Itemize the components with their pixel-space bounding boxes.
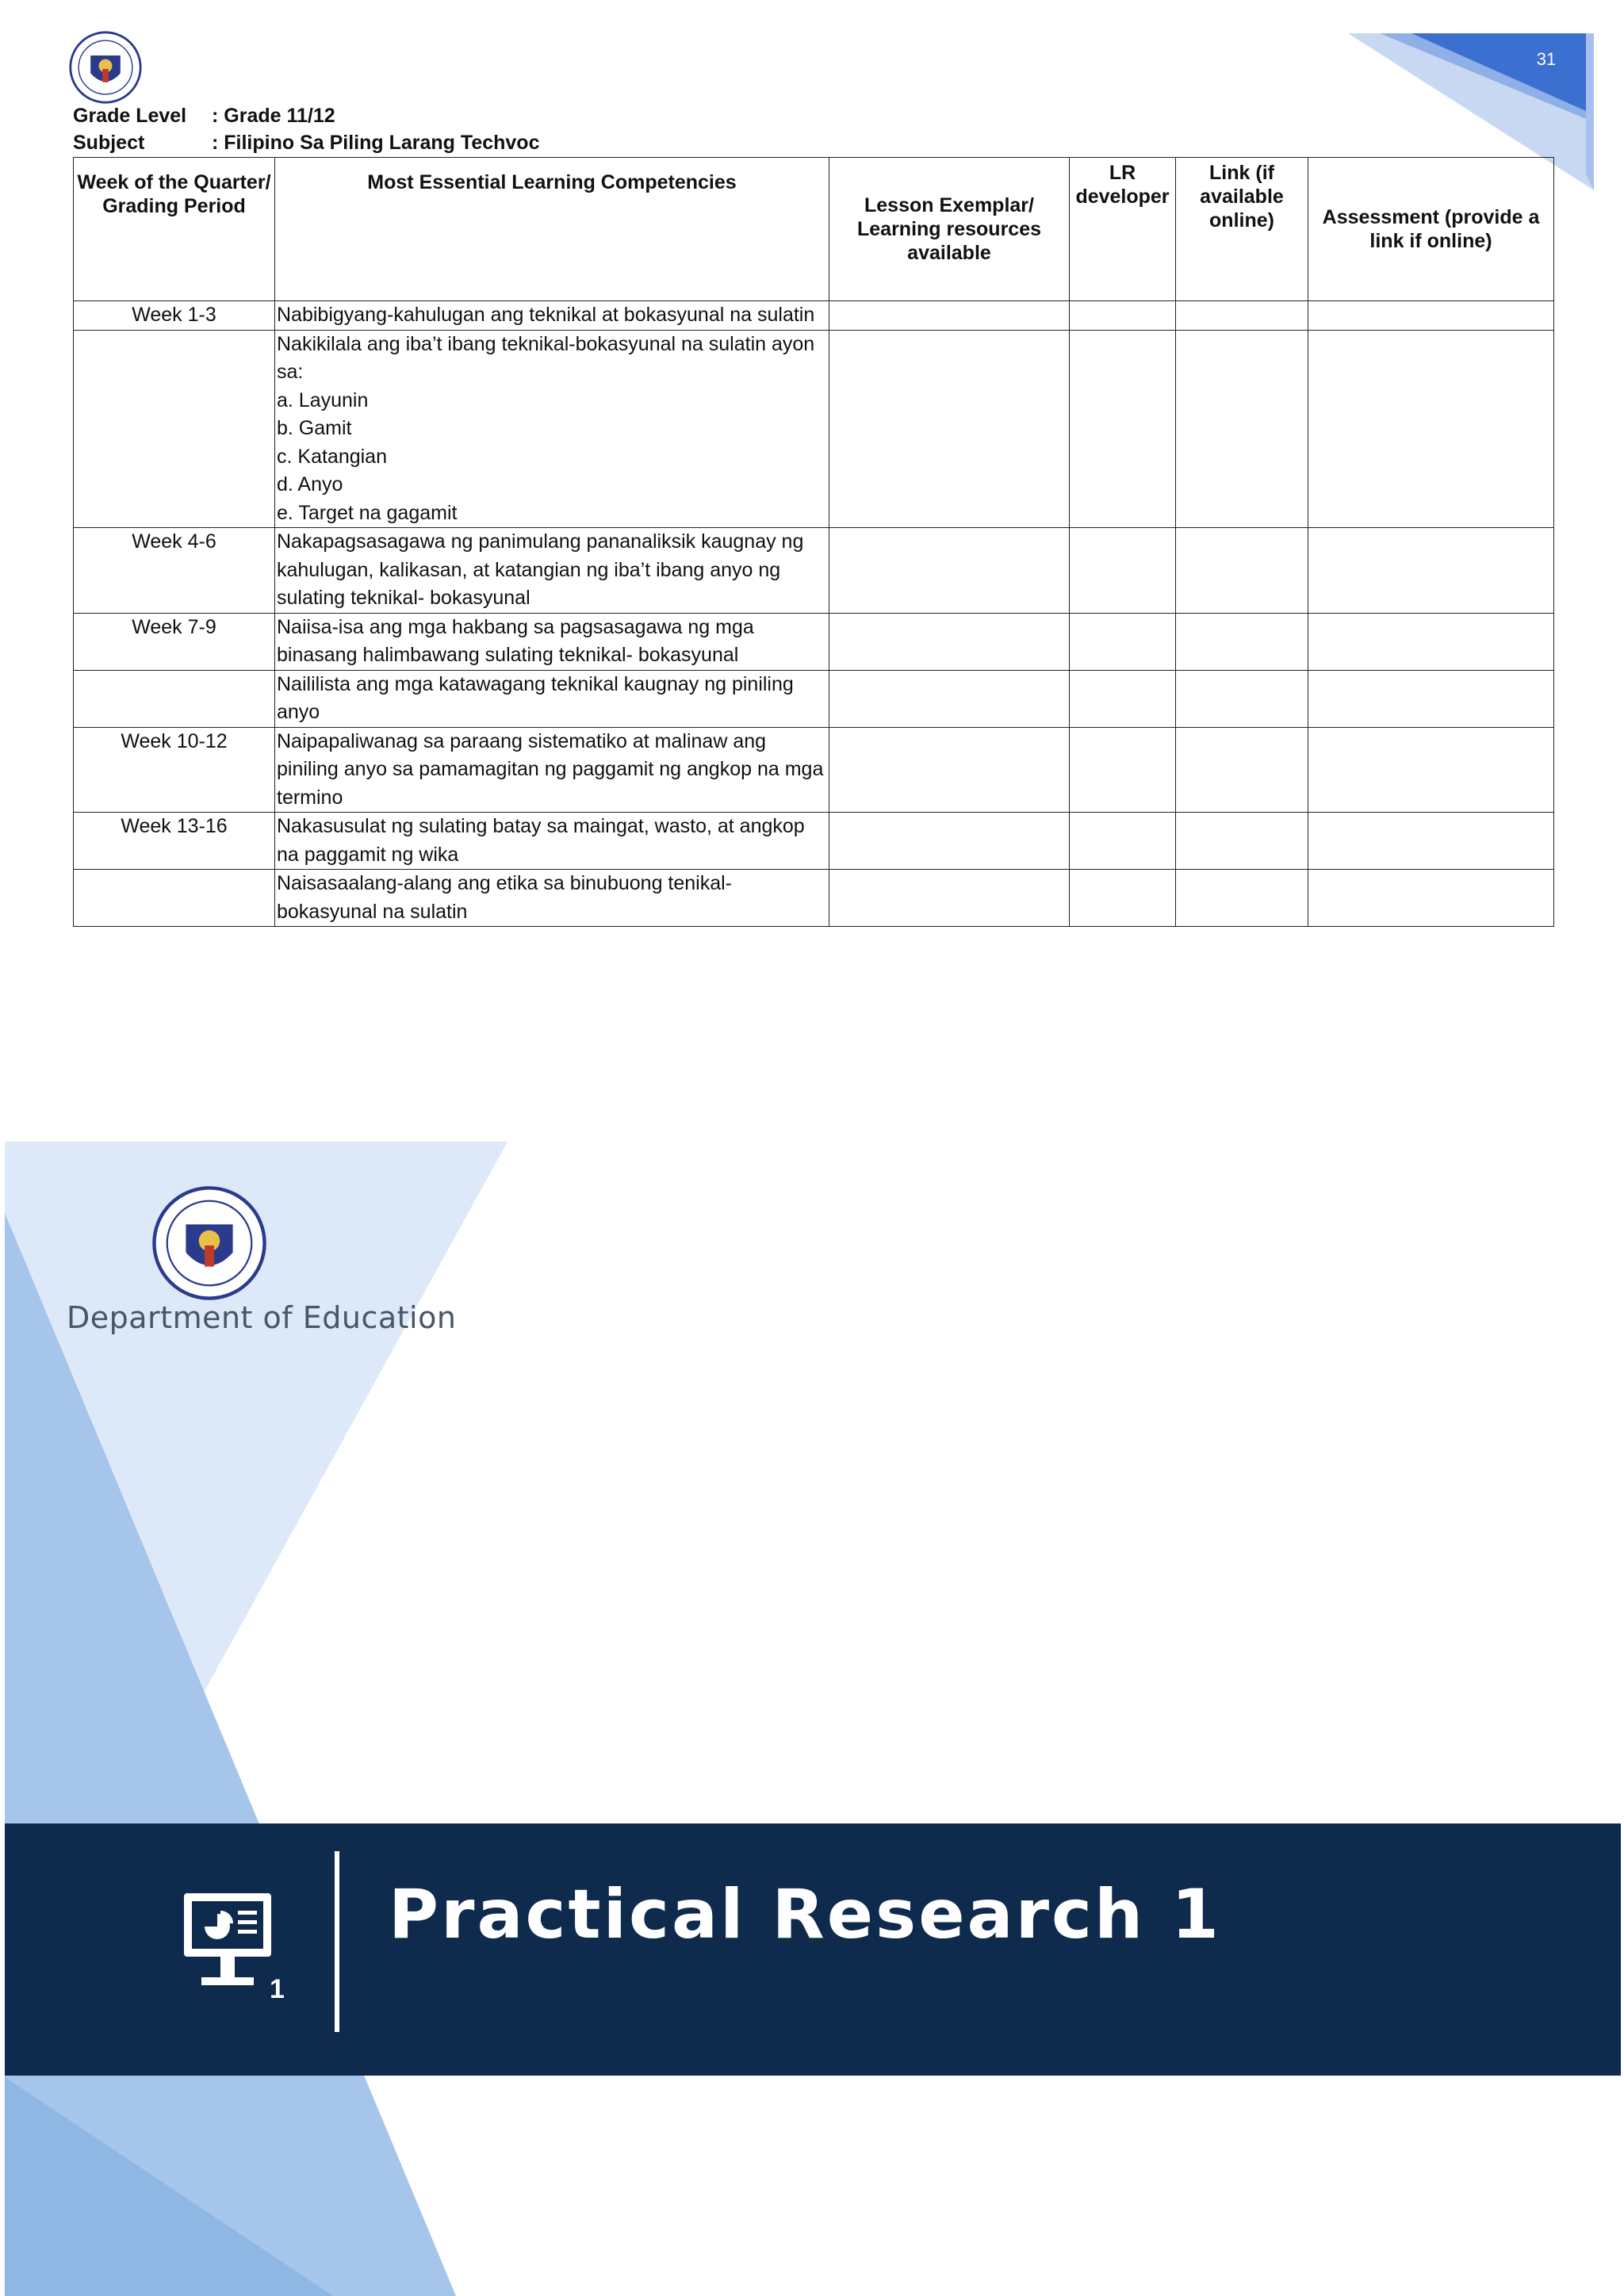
- cover-title: Practical Research 1: [389, 1875, 1221, 1954]
- table-row: [74, 330, 1554, 528]
- competency-cell: Nakapagsasagawa ng panimulang pananaliksik kaugnay ng kahulugan, kalikasan, at katangian ng iba’t ibang anyo ng sulating teknikal- bokasyunal: [275, 528, 829, 614]
- competency-cell: Naililista ang mga katawagang teknikal kaugnay ng piniling anyo: [275, 670, 829, 727]
- week-cell: Week 4-6: [74, 528, 275, 614]
- sub-item: a. Layunin: [277, 388, 369, 411]
- week-cell: Week 13-16: [74, 813, 275, 870]
- department-name: Department of Education: [67, 1300, 457, 1335]
- competencies-table: [73, 157, 1554, 927]
- week-cell: Week 1-3: [74, 301, 275, 331]
- title-banner: [5, 1823, 1621, 2076]
- competency-cell: [275, 330, 829, 528]
- competency-cell: Nakasusulat ng sulating batay sa maingat, wasto, at angkop na paggamit ng wika: [275, 813, 829, 870]
- table-header-row: [74, 158, 1554, 301]
- computer-presentation-icon: [181, 1890, 284, 2001]
- week-cell: [74, 330, 275, 528]
- sub-item: d. Anyo: [277, 473, 343, 496]
- competency-cell: Naipapaliwanag sa paraang sistematiko at malinaw ang piniling anyo sa pamamagitan ng paggamit ng angkop na mga termino: [275, 727, 829, 813]
- header-assessment: Assessment (provide a link if online): [1308, 158, 1554, 301]
- competency-text: Nakikilala ang iba’t ibang teknikal-bokasyunal na sulatin ayon sa:: [277, 332, 815, 383]
- grade-level-row: [73, 105, 335, 128]
- grade-level-label: Grade Level: [73, 105, 187, 127]
- header-lesson-exemplar: Lesson Exemplar/ Learning resources available: [829, 158, 1070, 301]
- page-number: 31: [1536, 49, 1557, 69]
- competency-cell: Nabibigyang-kahulugan ang teknikal at bokasyunal na sulatin: [275, 301, 829, 331]
- table-row: [74, 613, 1554, 670]
- header-link: Link (if available online): [1176, 158, 1308, 301]
- subject-label: Subject: [73, 132, 145, 154]
- table-row: [74, 301, 1554, 331]
- week-cell: [74, 870, 275, 927]
- table-row: [74, 528, 1554, 614]
- competency-cell: Naisasaalang-alang ang etika sa binubuong tenikal-bokasyunal na sulatin: [275, 870, 829, 927]
- table-row: [74, 727, 1554, 813]
- week-cell: Week 7-9: [74, 613, 275, 670]
- table-row: [74, 813, 1554, 870]
- week-cell: Week 10-12: [74, 727, 275, 813]
- deped-seal-large-icon: [151, 1184, 268, 1302]
- deped-seal-icon: [68, 30, 143, 105]
- subject-value: : Filipino Sa Piling Larang Techvoc: [212, 132, 540, 154]
- header-lr-developer: LR developer: [1070, 158, 1176, 301]
- grade-level-value: : Grade 11/12: [212, 105, 335, 127]
- header-week: Week of the Quarter/ Grading Period: [74, 158, 275, 301]
- competency-cell: Naiisa-isa ang mga hakbang sa pagsasagawa ng mga binasang halimbawang sulating teknikal- bokasyunal: [275, 613, 829, 670]
- sub-item: c. Katangian: [277, 445, 387, 468]
- sub-item: b. Gamit: [277, 417, 352, 439]
- sub-item: e. Target na gagamit: [277, 501, 458, 524]
- icon-number: 1: [270, 1974, 285, 2004]
- table-row: [74, 870, 1554, 927]
- table-row: [74, 670, 1554, 727]
- week-cell: [74, 670, 275, 727]
- banner-divider: [335, 1851, 339, 2032]
- header-competencies: Most Essential Learning Competencies: [275, 158, 829, 301]
- subject-row: [73, 132, 539, 155]
